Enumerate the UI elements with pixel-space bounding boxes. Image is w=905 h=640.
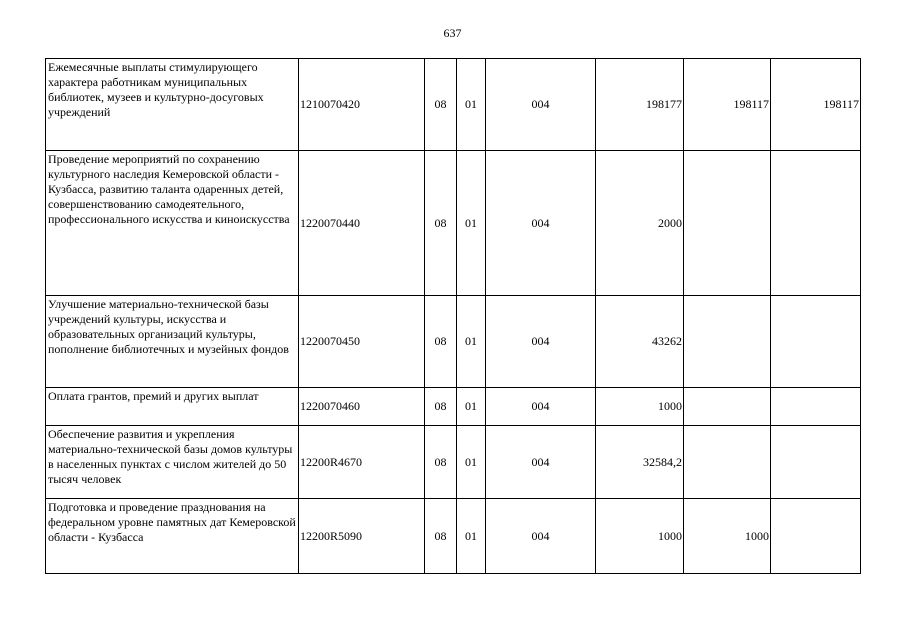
section-code: 08 xyxy=(425,499,457,574)
amount-year-3 xyxy=(771,296,861,388)
amount-year-2 xyxy=(684,388,771,426)
group-code: 004 xyxy=(486,388,596,426)
subsection-code: 01 xyxy=(457,426,486,499)
expense-name: Проведение мероприятий по сохранению культурного наследия Кемеровской области - Кузбасса, развитию таланта одаренных детей, совершенствованию самодеятельного, профессионального искусства и киноискусства xyxy=(46,151,299,296)
budget-table xyxy=(45,58,861,574)
amount-year-1: 1000 xyxy=(596,499,684,574)
table-row xyxy=(46,426,861,499)
page-number: 637 xyxy=(443,26,462,40)
amount-year-3 xyxy=(771,151,861,296)
amount-year-2 xyxy=(684,296,771,388)
table-row xyxy=(46,59,861,151)
group-code: 004 xyxy=(486,296,596,388)
group-code: 004 xyxy=(486,499,596,574)
subsection-code: 01 xyxy=(457,59,486,151)
group-code: 004 xyxy=(486,426,596,499)
expense-name: Обеспечение развития и укрепления материально-технической базы домов культуры в населенных пунктах с числом жителей до 50 тысяч человек xyxy=(46,426,299,499)
subsection-code: 01 xyxy=(457,388,486,426)
section-code: 08 xyxy=(425,151,457,296)
group-code: 004 xyxy=(486,59,596,151)
section-code: 08 xyxy=(425,296,457,388)
amount-year-1: 32584,2 xyxy=(596,426,684,499)
amount-year-2 xyxy=(684,151,771,296)
section-code: 08 xyxy=(425,388,457,426)
amount-year-2 xyxy=(684,426,771,499)
amount-year-1: 43262 xyxy=(596,296,684,388)
table-row xyxy=(46,151,861,296)
target-code: 12200R4670 xyxy=(299,426,425,499)
target-code: 1220070440 xyxy=(299,151,425,296)
target-code: 1220070460 xyxy=(299,388,425,426)
target-code: 1220070450 xyxy=(299,296,425,388)
subsection-code: 01 xyxy=(457,499,486,574)
amount-year-2: 1000 xyxy=(684,499,771,574)
amount-year-1: 2000 xyxy=(596,151,684,296)
section-code: 08 xyxy=(425,426,457,499)
table-row xyxy=(46,388,861,426)
expense-name: Подготовка и проведение празднования на федеральном уровне памятных дат Кемеровской области - Кузбасса xyxy=(46,499,299,574)
amount-year-3 xyxy=(771,426,861,499)
table-row xyxy=(46,296,861,388)
section-code: 08 xyxy=(425,59,457,151)
subsection-code: 01 xyxy=(457,296,486,388)
subsection-code: 01 xyxy=(457,151,486,296)
amount-year-3 xyxy=(771,388,861,426)
amount-year-1: 198177 xyxy=(596,59,684,151)
expense-name: Улучшение материально-технической базы учреждений культуры, искусства и образовательных организаций культуры, пополнение библиотечных и музейных фондов xyxy=(46,296,299,388)
amount-year-1: 1000 xyxy=(596,388,684,426)
table-row xyxy=(46,499,861,574)
amount-year-3: 198117 xyxy=(771,59,861,151)
target-code: 12200R5090 xyxy=(299,499,425,574)
expense-name: Оплата грантов, премий и других выплат xyxy=(46,388,299,426)
group-code: 004 xyxy=(486,151,596,296)
amount-year-3 xyxy=(771,499,861,574)
expense-name: Ежемесячные выплаты стимулирующего характера работникам муниципальных библиотек, музеев и культурно-досуговых учреждений xyxy=(46,59,299,151)
amount-year-2: 198117 xyxy=(684,59,771,151)
target-code: 1210070420 xyxy=(299,59,425,151)
